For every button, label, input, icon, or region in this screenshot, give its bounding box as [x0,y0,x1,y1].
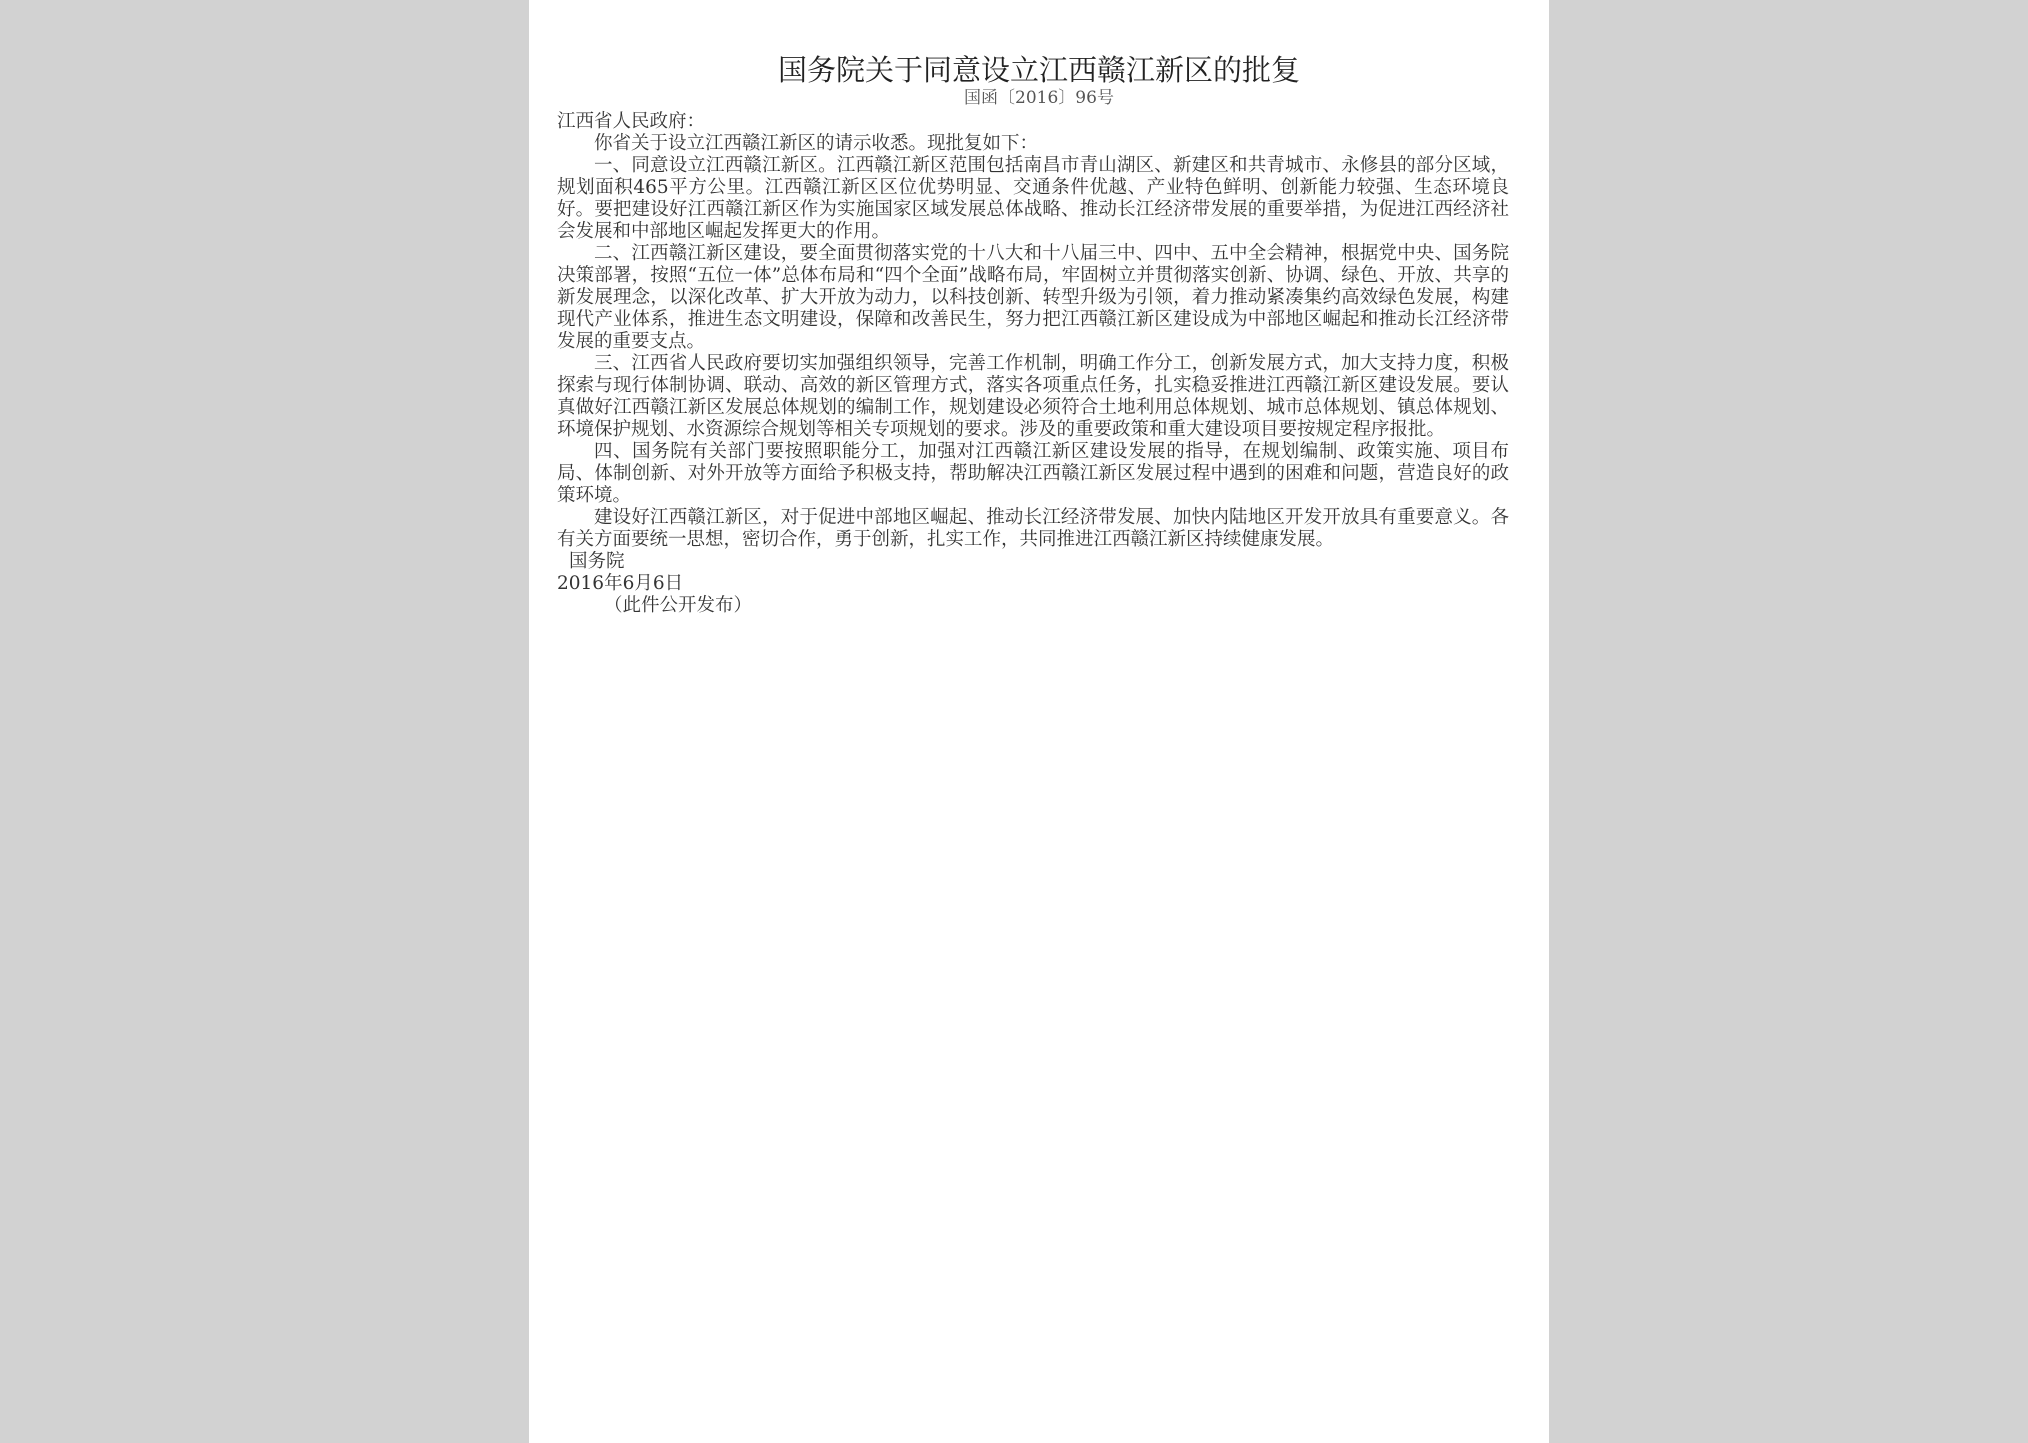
document-page [529,0,1549,1443]
publication-note: （此件公开发布） [604,595,753,616]
paragraph-2: 二、江西赣江新区建设，要全面贯彻落实党的十八大和十八届三中、四中、五中全会精神，根据党中央、国务院决策部署，按照“五位一体”总体布局和“四个全面”战略布局，牢固树立并贯彻落实创新、协调、绿色、开放、共享的新发展理念，以深化改革、扩大开放为动力，以科技创新、转型升级为引领，着力推动紧凑集约高效绿色发展，构建现代产业体系，推进生态文明建设，保障和改善民生，努力把江西赣江新区建设成为中部地区崛起和推动长江经济带发展的重要支点。 [557,243,1509,352]
document-title: 国务院关于同意设立江西赣江新区的批复 [777,53,1300,87]
signature: 国务院 [569,551,625,572]
paragraph-4: 四、国务院有关部门要按照职能分工，加强对江西赣江新区建设发展的指导，在规划编制、政策实施、项目布局、体制创新、对外开放等方面给予积极支持，帮助解决江西赣江新区发展过程中遇到的困难和问题，营造良好的政策环境。 [557,441,1509,506]
paragraph-1: 一、同意设立江西赣江新区。江西赣江新区范围包括南昌市青山湖区、新建区和共青城市、永修县的部分区域，规划面积465平方公里。江西赣江新区区位优势明显、交通条件优越、产业特色鲜明、创新能力较强、生态环境良好。要把建设好江西赣江新区作为实施国家区域发展总体战略、推动长江经济带发展的重要举措，为促进江西经济社会发展和中部地区崛起发挥更大的作用。 [557,155,1509,242]
addressee: 江西省人民政府： [557,111,706,132]
paragraph-intro: 你省关于设立江西赣江新区的请示收悉。现批复如下： [594,133,1039,154]
paragraph-3: 三、江西省人民政府要切实加强组织领导，完善工作机制，明确工作分工，创新发展方式，加大支持力度，积极探索与现行体制协调、联动、高效的新区管理方式，落实各项重点任务，扎实稳妥推进江西赣江新区建设发展。要认真做好江西赣江新区发展总体规划的编制工作，规划建设必须符合土地利用总体规划、城市总体规划、镇总体规划、环境保护规划、水资源综合规划等相关专项规划的要求。涉及的重要政策和重大建设项目要按规定程序报批。 [557,353,1509,440]
document-body [557,111,1509,617]
document-date: 2016年6月6日 [557,573,684,594]
paragraph-closing: 建设好江西赣江新区，对于促进中部地区崛起、推动长江经济带发展、加快内陆地区开发开放具有重要意义。各有关方面要统一思想，密切合作，勇于创新，扎实工作，共同推进江西赣江新区持续健康发展。 [557,507,1509,550]
document-number: 国函〔2016〕96号 [964,88,1114,108]
